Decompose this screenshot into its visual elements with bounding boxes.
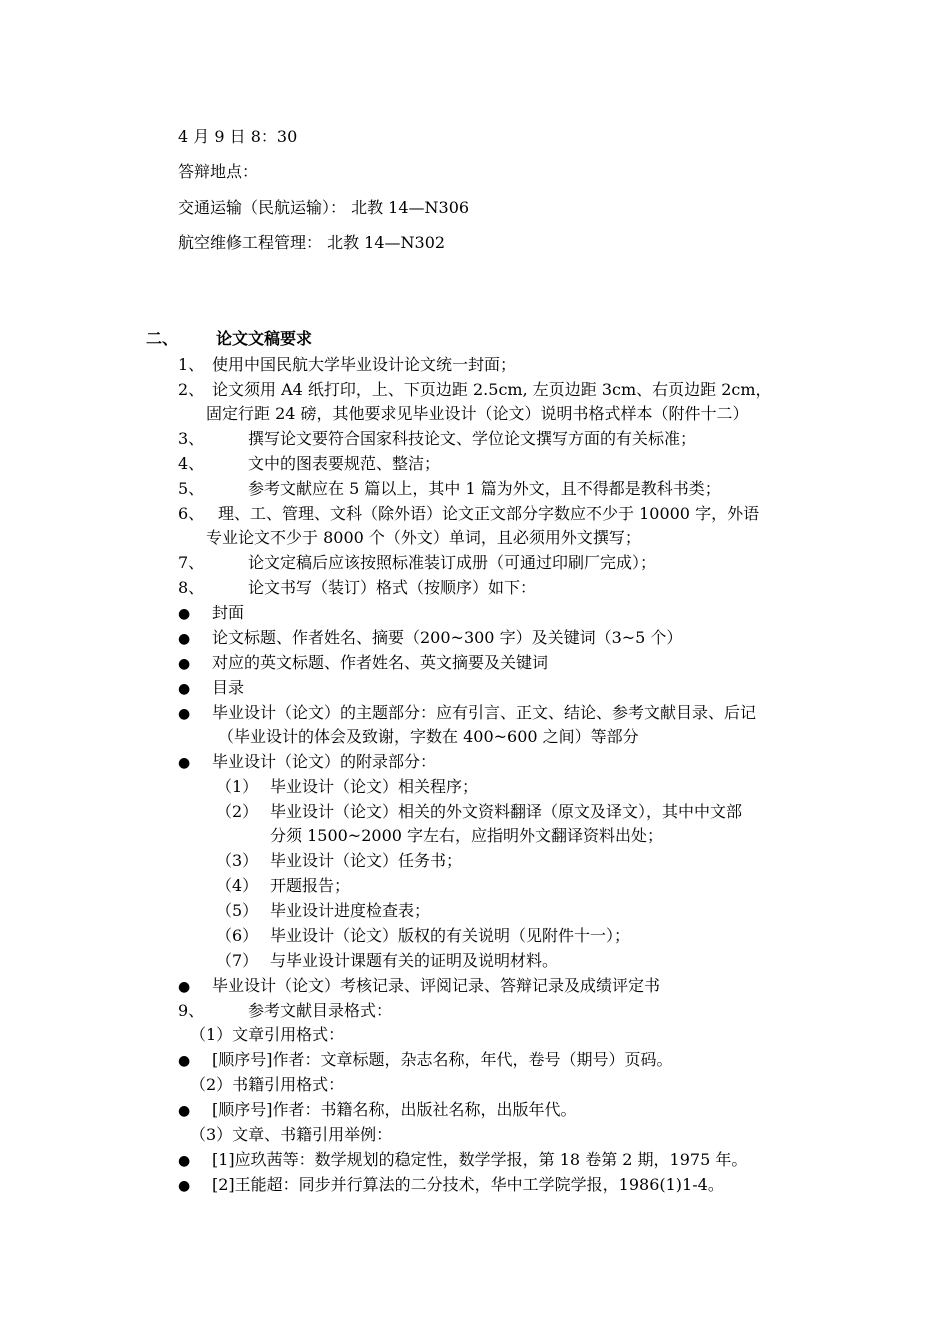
appendix-text: 毕业设计（论文）任务书； bbox=[270, 851, 463, 870]
bullet-text: 对应的英文标题、作者姓名、英文摘要及关键词 bbox=[212, 653, 549, 672]
bullet-text: 论文标题、作者姓名、摘要（200~300 字）及关键词（3~5 个） bbox=[212, 628, 683, 647]
bullet-icon: ● bbox=[178, 656, 191, 672]
appendix-text: 毕业设计（论文）相关的外文资料翻译（原文及译文），其中中文部 bbox=[270, 802, 743, 821]
item-number: 2、 bbox=[178, 380, 205, 399]
item-number: 1、 bbox=[178, 355, 205, 374]
appendix-text: 毕业设计进度检查表； bbox=[270, 901, 431, 920]
bullet-item bbox=[178, 975, 660, 998]
appendix-text: 与毕业设计课题有关的证明及说明材料。 bbox=[270, 951, 559, 970]
appendix-number: （4） bbox=[216, 876, 259, 895]
bullet-icon: ● bbox=[178, 681, 191, 697]
appendix-item bbox=[216, 900, 430, 922]
item-number: 8、 bbox=[178, 578, 205, 597]
appendix-continuation: 分须 1500~2000 字左右，应指明外文翻译资料出处； bbox=[270, 826, 664, 845]
item-text: 论文须用 A4 纸打印，上、下页边距 2.5cm, 左页边距 3cm、右页边距 2cm， bbox=[212, 380, 772, 399]
bullet-text: 毕业设计（论文）考核记录、评阅记录、答辩记录及成绩评定书 bbox=[212, 976, 661, 995]
bullet-item bbox=[178, 1149, 747, 1172]
appendix-number: （7） bbox=[216, 951, 259, 970]
bullet-text: 毕业设计（论文）的主题部分：应有引言、正文、结论、参考文献目录、后记 bbox=[212, 703, 757, 722]
bullet-icon: ● bbox=[178, 1053, 191, 1069]
list-item bbox=[178, 453, 440, 475]
item-continuation: 固定行距 24 磅，其他要求见毕业设计（论文）说明书格式样本（附件十二） bbox=[206, 404, 749, 423]
item-number: 3、 bbox=[178, 429, 205, 448]
bullet-text: [顺序号]作者：文章标题，杂志名称，年代，卷号（期号）页码。 bbox=[212, 1050, 673, 1069]
appendix-number: （5） bbox=[216, 901, 259, 920]
item-text: 参考文献目录格式： bbox=[248, 1001, 393, 1020]
item-text: 参考文献应在 5 篇以上，其中 1 篇为外文，且不得都是教科书类； bbox=[248, 479, 721, 498]
item-text: 理、工、管理、文科（除外语）论文正文部分字数应不少于 10000 字，外语 bbox=[218, 504, 760, 523]
bullet-icon: ● bbox=[178, 755, 191, 771]
bullet-item bbox=[178, 702, 756, 725]
bullet-icon: ● bbox=[178, 1153, 191, 1169]
appendix-number: （3） bbox=[216, 851, 259, 870]
item-number: 4、 bbox=[178, 454, 205, 473]
list-item bbox=[178, 1000, 392, 1022]
item-text: 论文定稿后应该按照标准装订成册（可通过印刷厂完成）； bbox=[248, 553, 657, 572]
list-item bbox=[178, 577, 536, 599]
section-number: 二、 bbox=[146, 329, 179, 348]
item-text: 论文书写（装订）格式（按顺序）如下： bbox=[248, 578, 537, 597]
reference-label: （1）文章引用格式： bbox=[190, 1025, 345, 1044]
bullet-item bbox=[178, 602, 244, 625]
bullet-item bbox=[178, 652, 548, 675]
appendix-number: （6） bbox=[216, 926, 259, 945]
appendix-item bbox=[216, 925, 630, 947]
bullet-icon: ● bbox=[178, 979, 191, 995]
bullet-item bbox=[178, 1174, 724, 1197]
list-item bbox=[178, 552, 656, 574]
defense-location-label: 答辩地点： bbox=[178, 162, 259, 181]
item-number: 7、 bbox=[178, 553, 205, 572]
bullet-icon: ● bbox=[178, 606, 191, 622]
item-text: 文中的图表要规范、整洁； bbox=[248, 454, 441, 473]
bullet-item bbox=[178, 1099, 577, 1122]
list-item bbox=[178, 354, 516, 376]
appendix-text: 毕业设计（论文）相关程序； bbox=[270, 777, 479, 796]
bullet-icon: ● bbox=[178, 1178, 191, 1194]
bullet-text: [1]应玖茜等：数学规划的稳定性，数学学报，第 18 卷第 2 期，1975 年。 bbox=[212, 1150, 748, 1169]
bullet-text: [2]王能超：同步并行算法的二分技术，华中工学院学报，1986(1)1-4。 bbox=[212, 1175, 724, 1194]
item-text: 使用中国民航大学毕业设计论文统一封面； bbox=[212, 355, 517, 374]
appendix-number: （1） bbox=[216, 777, 259, 796]
appendix-text: 开题报告； bbox=[270, 876, 351, 895]
appendix-item bbox=[216, 950, 558, 972]
item-number: 5、 bbox=[178, 479, 205, 498]
item-number: 6、 bbox=[178, 504, 205, 523]
bullet-text: [顺序号]作者：书籍名称，出版社名称，出版年代。 bbox=[212, 1100, 577, 1119]
section-heading bbox=[146, 328, 312, 350]
appendix-number: （2） bbox=[216, 802, 259, 821]
appendix-item bbox=[216, 801, 742, 823]
bullet-text: 毕业设计（论文）的附录部分： bbox=[212, 752, 437, 771]
bullet-item bbox=[178, 751, 436, 774]
appendix-item bbox=[216, 776, 478, 798]
bullet-continuation: （毕业设计的体会及致谢，字数在 400~600 之间）等部分 bbox=[218, 727, 639, 746]
bullet-item bbox=[178, 677, 244, 700]
item-continuation: 专业论文不少于 8000 个（外文）单词，且必须用外文撰写； bbox=[206, 528, 641, 547]
list-item bbox=[178, 428, 696, 450]
reference-label: （3）文章、书籍引用举例： bbox=[190, 1125, 393, 1144]
item-text: 撰写论文要符合国家科技论文、学位论文撰写方面的有关标准； bbox=[248, 429, 697, 448]
appendix-item bbox=[216, 875, 350, 897]
bullet-icon: ● bbox=[178, 631, 191, 647]
item-number: 9、 bbox=[178, 1001, 205, 1020]
section-title: 论文文稿要求 bbox=[216, 329, 313, 348]
venue-transport: 交通运输（民航运输）： 北教 14—N306 bbox=[178, 198, 470, 217]
list-item bbox=[178, 478, 721, 500]
bullet-text: 目录 bbox=[212, 678, 245, 697]
bullet-item bbox=[178, 1049, 673, 1072]
list-item bbox=[178, 379, 772, 401]
bullet-text: 封面 bbox=[212, 603, 245, 622]
appendix-item bbox=[216, 850, 462, 872]
list-item bbox=[178, 503, 759, 525]
defense-time: 4 月 9 日 8：30 bbox=[178, 127, 298, 146]
bullet-icon: ● bbox=[178, 706, 191, 722]
appendix-text: 毕业设计（论文）版权的有关说明（见附件十一）； bbox=[270, 926, 631, 945]
venue-maintenance: 航空维修工程管理： 北教 14—N302 bbox=[178, 233, 446, 252]
reference-label: （2）书籍引用格式： bbox=[190, 1075, 345, 1094]
bullet-icon: ● bbox=[178, 1103, 191, 1119]
bullet-item bbox=[178, 627, 682, 650]
